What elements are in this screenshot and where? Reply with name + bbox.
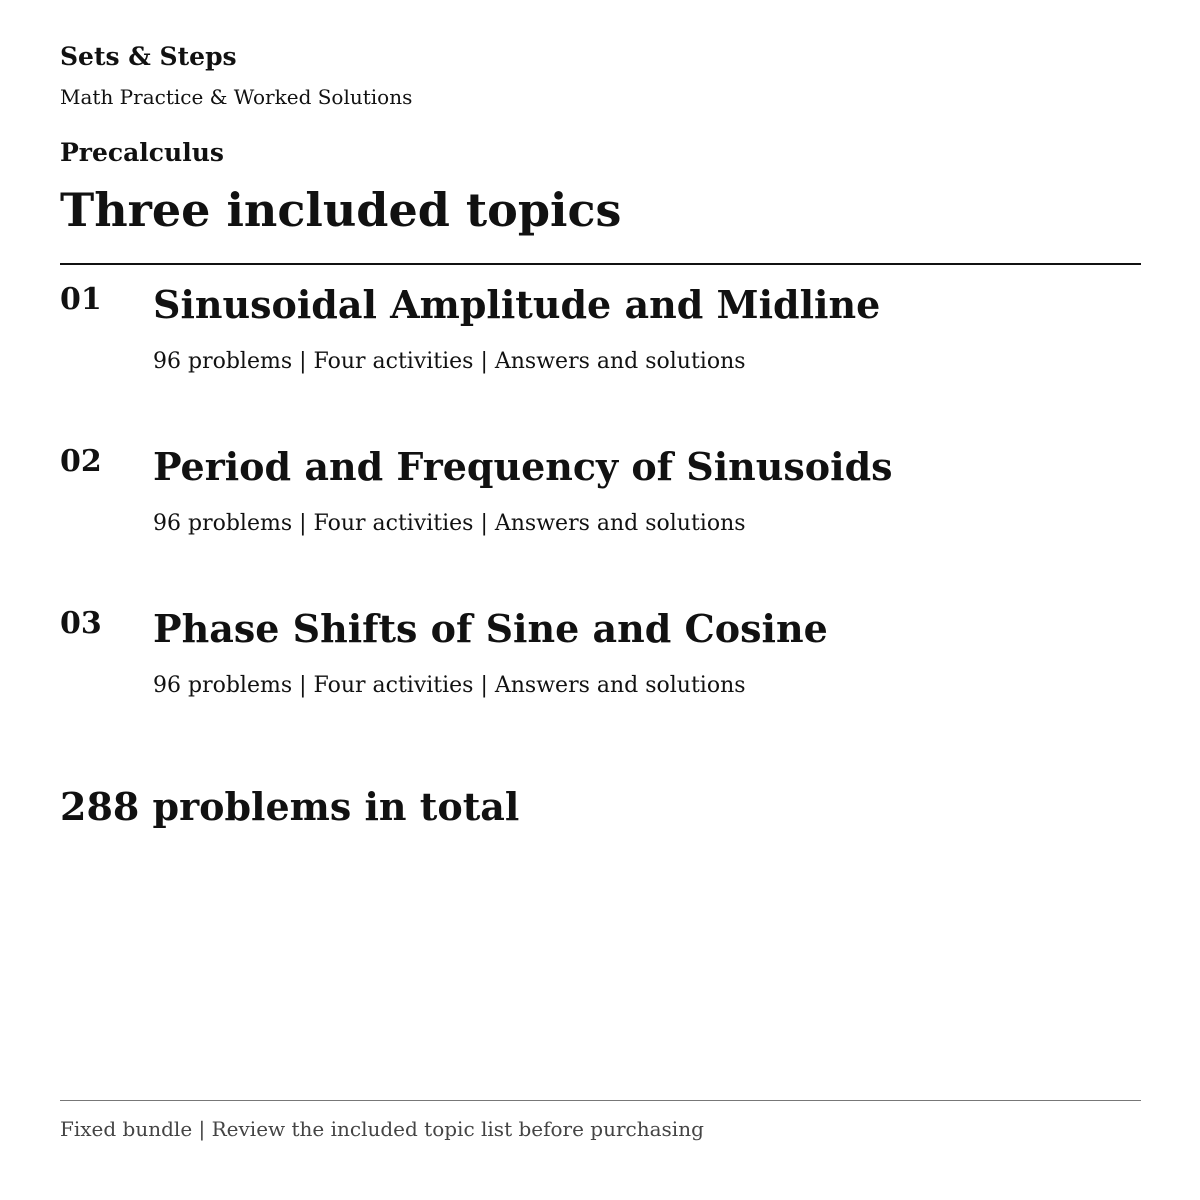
brand-tagline: Math Practice & Worked Solutions (60, 85, 413, 109)
title-divider (60, 263, 1141, 265)
topic-title: Sinusoidal Amplitude and Midline (153, 282, 881, 327)
topic-number: 02 (60, 444, 102, 479)
topic-details: 96 problems | Four activities | Answers and solutions (153, 511, 746, 536)
topic-title: Period and Frequency of Sinusoids (153, 444, 893, 489)
topic-title: Phase Shifts of Sine and Cosine (153, 606, 828, 651)
brand-name: Sets & Steps (60, 42, 237, 71)
footer-note: Fixed bundle | Review the included topic list before purchasing (60, 1117, 704, 1141)
topic-item (60, 280, 1141, 400)
problem-total: 288 problems in total (60, 784, 520, 829)
bundle-page (60, 0, 1141, 1200)
topic-details: 96 problems | Four activities | Answers and solutions (153, 349, 746, 374)
footer-divider (60, 1100, 1141, 1101)
topic-number: 01 (60, 282, 102, 317)
topic-item (60, 442, 1141, 562)
page-title: Three included topics (60, 183, 622, 237)
topic-number: 03 (60, 606, 102, 641)
subject-label: Precalculus (60, 138, 224, 167)
topic-item (60, 604, 1141, 724)
topic-details: 96 problems | Four activities | Answers and solutions (153, 673, 746, 698)
